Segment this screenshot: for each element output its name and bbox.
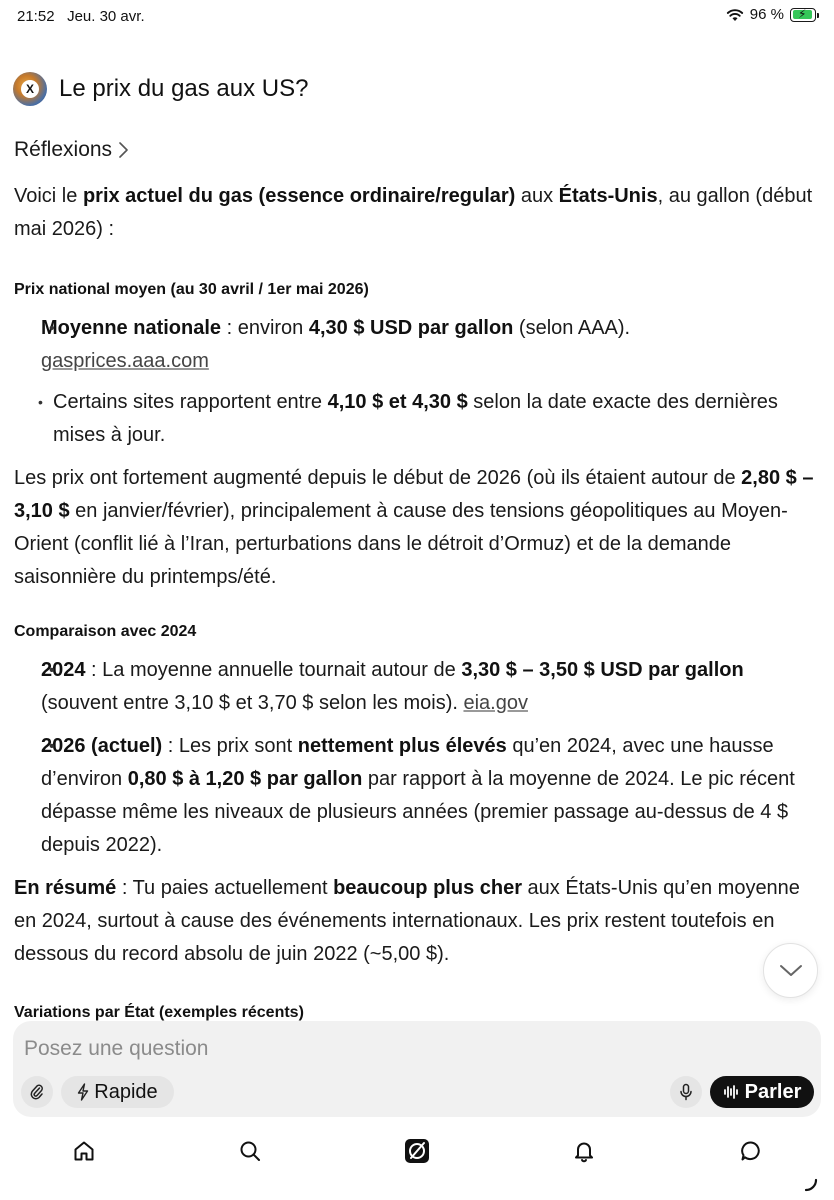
source-link-aaa[interactable]: gasprices.aaa.com [41, 350, 209, 372]
scroll-down-button[interactable] [763, 943, 818, 998]
reflexions-label: Réflexions [14, 137, 113, 161]
sub-list [41, 386, 820, 452]
chevron-down-icon [779, 964, 803, 978]
section-heading-comparaison: Comparaison avec 2024 [14, 623, 197, 640]
status-bar [0, 0, 834, 34]
paperclip-icon [29, 1083, 45, 1101]
status-indicators [726, 6, 816, 23]
lightning-icon [77, 1083, 89, 1101]
microphone-button[interactable] [670, 1076, 702, 1108]
grok-logo-icon [403, 1137, 431, 1165]
list-item: • 2024 : La moyenne annuelle tournait autour de 3,30 $ – 3,50 $ USD par gallon (souvent entre 3,10 $ et 3,70 $ selon les mois). eia.gov [41, 654, 820, 720]
waveform-icon [723, 1084, 739, 1100]
bell-icon [572, 1139, 596, 1163]
resume-paragraph: En résumé : Tu paies actuellement beaucoup plus cher aux États-Unis qu’en moyenne en 2024, surtout à cause des événements internationaux. Les prix restent toutefois en dessous du record absolu de juin 2022 (~5,00 $). [14, 877, 800, 965]
nav-grok[interactable] [402, 1136, 432, 1166]
charging-bolt-icon: ⚡ [798, 6, 807, 21]
page-title: Le prix du gas aux US? [59, 75, 309, 102]
grok-avatar-icon: X [13, 72, 47, 106]
microphone-icon [679, 1083, 693, 1101]
bottom-navigation [0, 1130, 834, 1170]
nav-notifications[interactable] [569, 1136, 599, 1166]
chevron-right-icon [118, 140, 130, 160]
search-icon [238, 1139, 262, 1163]
wifi-icon [726, 8, 744, 22]
prix-national-list [14, 312, 820, 452]
status-time: 21:52 Jeu. 30 avr. [17, 8, 145, 25]
reflexions-toggle[interactable] [14, 132, 820, 166]
context-paragraph: Les prix ont fortement augmenté depuis le début de 2026 (où ils étaient autour de 2,80 $ – 3,10 $ en janvier/février), principalement à cause des tensions géopolitiques au Moyen-Orient (conflit lié à l’Iran, perturbations dans le détroit d’Ormuz) et de la demande saisonnière du printemps/été. [14, 467, 814, 588]
composer [13, 1021, 821, 1117]
battery-percent: 96 % [749, 6, 784, 23]
attach-button[interactable] [21, 1076, 53, 1108]
speak-label: Parler [744, 1080, 802, 1103]
answer-content [14, 130, 820, 1021]
battery-icon [790, 8, 816, 22]
list-item: • Moyenne nationale : environ 4,30 $ USD par gallon (selon AAA). gasprices.aaa.com • Certains sites rapportent entre 4,10 $ et 4,30 $ selon la date exacte des dernières mises à jour. [41, 312, 820, 452]
comparaison-list [14, 654, 820, 862]
question-input[interactable] [24, 1037, 624, 1061]
mode-selector-button[interactable] [61, 1076, 174, 1108]
list-item: • 2026 (actuel) : Les prix sont nettement plus élevés qu’en 2024, avec une hausse d’environ 0,80 $ à 1,20 $ par gallon par rapport à la moyenne de 2024. Le pic récent dépasse même les niveaux de plusieurs années (premier passage au-dessus de 4 $ depuis 2022). [41, 730, 820, 862]
chat-bubble-icon [739, 1139, 763, 1163]
nav-chat[interactable] [736, 1136, 766, 1166]
mode-label: Rapide [94, 1080, 158, 1103]
intro-paragraph: Voici le prix actuel du gas (essence ordinaire/regular) aux États-Unis, au gallon (début mai 2026) : [14, 185, 813, 240]
resize-handle-icon [804, 1178, 818, 1192]
list-item: • Certains sites rapportent entre 4,10 $ et 4,30 $ selon la date exacte des dernières mises à jour. [53, 386, 820, 452]
section-heading-variations: Variations par État (exemples récents) [14, 1004, 304, 1021]
nav-home[interactable] [69, 1136, 99, 1166]
speak-button[interactable] [710, 1076, 814, 1108]
home-icon [72, 1139, 96, 1163]
conversation-header [13, 72, 308, 106]
source-link-eia[interactable]: eia.gov [463, 692, 528, 714]
status-date: Jeu. 30 avr. [67, 8, 145, 25]
nav-search[interactable] [235, 1136, 265, 1166]
section-heading-prix-national: Prix national moyen (au 30 avril / 1er mai 2026) [14, 281, 369, 298]
